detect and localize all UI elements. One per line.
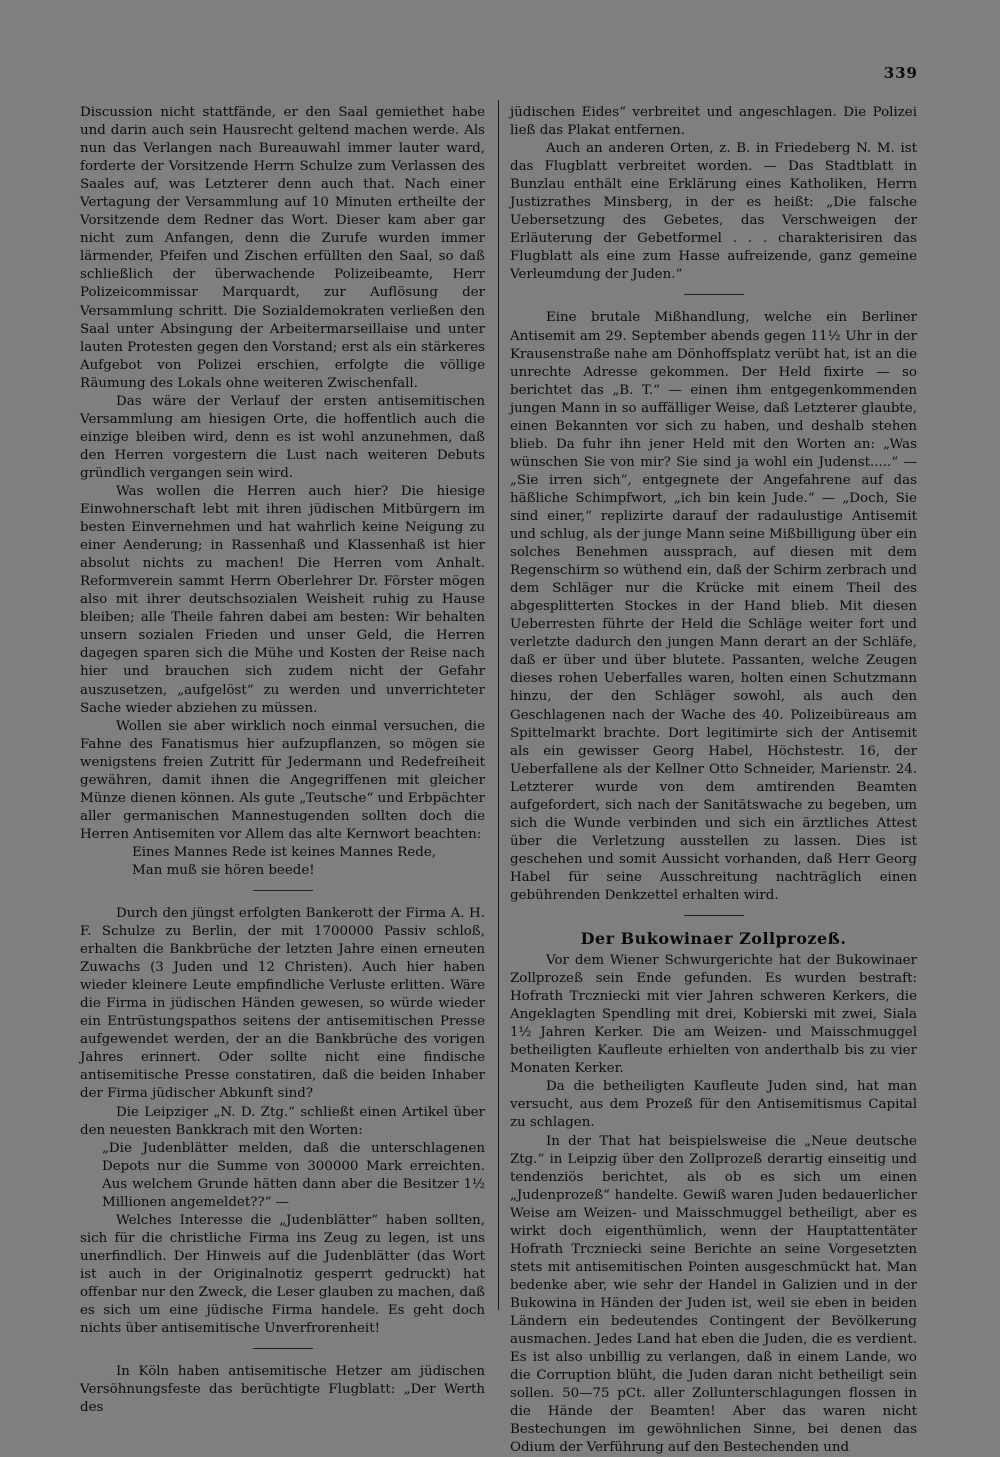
paragraph: Vor dem Wiener Schwurgerichte hat der Bukowinaer Zollprozeß sein Ende gefunden. Es wurden bestraft: Hofrath Trczniecki mit vier Jahren schweren Kerkers, die Angeklagten Spendling mit drei, Kobierski mit zwei, Siala 1½ Jahren Kerker. Die am Weizen- und Maisschmuggel betheiligten Kaufleute erhielten von anderthalb bis zu vier Monaten Kerker. xyxy=(510,953,917,1077)
paragraph: Durch den jüngst erfolgten Bankerott der Firma A. H. F. Schulze zu Berlin, der mit 1700000 Passiv schloß, erhalten die Bankbrüche der letzten Jahre einen erneuten Zuwachs (3 Juden und 12 Christen). Auch hier haben wieder kleinere Leute empfindliche Verluste erlitten. Wäre die Firma in jüdischen Händen gewesen, so würde wieder ein Entrüstungspathos seitens der antisemitischen Presse aufgewendet werden, der an die Bankbrüche des vorigen Jahres erinnert. Oder sollte nicht eine findische antisemitische Presse constatiren, daß die beiden Inhaber der Firma jüdischer Abkunft sind? xyxy=(80,906,485,1102)
block-quote: „Die Judenblätter melden, daß die unterschlagenen Depots nur die Summe von 300000 Mark erreichten. Aus welchem Grunde hätten dann aber die Besitzer 1½ Millionen angemeldet??“ — xyxy=(102,1140,485,1210)
paragraph: Das wäre der Verlauf der ersten antisemitischen Versammlung am hiesigen Orte, die hoffentlich auch die einzige bleiben wird, denn es ist wohl anzunehmen, daß den Herren vorgestern die Lust nach weiteren Debuts gründlich vergangen sein wird. xyxy=(80,393,485,481)
paragraph: Welches Interesse die „Judenblätter“ haben sollten, sich für die christliche Firma ins Zeug zu legen, ist uns unerfindlich. Der Hinweis auf die Judenblätter (das Wort ist auch in der Originalnotiz gesperrt gedruckt) hat offenbar nur den Zweck, die Leser glauben zu machen, daß es sich um eine jüdische Firma handele. Es geht doch nichts über antisemitische Unverfrorenheit! xyxy=(80,1212,485,1337)
paragraph: Die Leipziger „N. D. Ztg.“ schließt einen Artikel über den neuesten Bankkrach mit den Worten: xyxy=(80,1104,485,1138)
section-divider xyxy=(684,294,744,295)
paragraph: jüdischen Eides“ verbreitet und angeschlagen. Die Polizei ließ das Plakat entfernen. xyxy=(510,105,917,139)
verse-line: Man muß sie hören beede! xyxy=(132,862,315,878)
paragraph: Was wollen die Herren auch hier? Die hiesige Einwohnerschaft lebt mit ihren jüdischen Mitbürgern im besten Einvernehmen und hat wahrlich keine Neigung zu einer Aenderung; in Rassenhaß und Klassenhaß ist hier absolut nichts zu machen! Die Herren vom Anhalt. Reformverein sammt Herrn Oberlehrer Dr. Förster mögen also mit ihrer deutschsozialen Weisheit ruhig zu Hause bleiben; alle Theile fahren dabei am besten: Wir behalten unsern sozialen Frieden und unser Geld, die Herren dagegen sparen sich die Mühe und Kosten der Reise nach hier und brauchen sich zudem nicht der Gefahr auszusetzen, „aufgelöst“ zu werden und unverrichteter Sache wieder abziehen zu müssen. xyxy=(80,483,485,716)
paragraph: Eine brutale Mißhandlung, welche ein Berliner Antisemit am 29. September abends gegen 11½ Uhr in der Krausenstraße nahe am Dönhoffsplatz verübt hat, ist an die unrechte Adresse gekommen. Der Held fixirte — so berichtet das „B. T.“ — einen ihm entgegenkommenden jungen Mann in so auffälliger Weise, daß Letzterer glaubte, einen Bekannten vor sich zu haben, und deshalb stehen blieb. Da fuhr ihn jener Held mit den Worten an: „Was wünschen Sie von mir? Sie sind ja wohl ein Judenst.....“ — „Sie irren sich“, entgegnete der Angefahrene auf das häßliche Schimpfwort, „ich bin kein Jude.“ — „Doch, Sie sind einer,“ replizirte darauf der radaulustige Antisemit und schlug, als der junge Mann seine Mißbilligung über ein solches Benehmen aussprach, auf diesen mit dem Regenschirm so wüthend ein, daß der Schirm zerbrach und dem Schläger nur die Krücke mit einem Theil des abgesplitterten Stockes in der Hand blieb. Mit diesen Ueberresten führte der Held die Schläge weiter fort und verletzte dadurch den jungen Mann derart an der Schläfe, daß er über und über blutete. Passanten, welche Zeugen dieses rohen Ueberfalles waren, holten einen Schutzmann hinzu, der den Schläger sowohl, als auch den Geschlagenen nach der Wache des 40. Polizeibüreaus am Spittelmarkt brachte. Dort legitimirte sich der Antisemit als ein gewisser Georg Habel, Höchstestr. 16, der Ueberfallene als der Kellner Otto Schneider, Marienstr. 24. Letzterer wurde von dem amtirenden Beamten aufgefordert, sich nach der Sanitätswache zu begeben, um sich die Wunde verbinden und sich ein ärztliches Attest über die Verletzung ausstellen zu lassen. Dies ist geschehen und somit Aussicht vorhanden, daß Herr Georg Habel für seine Ausschreitung nachträglich einen gebührenden Denkzettel erhalten wird. xyxy=(510,310,917,903)
article-heading: Der Bukowinaer Zollprozeß. xyxy=(580,929,847,949)
verse-line: Eines Mannes Rede ist keines Mannes Rede, xyxy=(132,844,437,860)
paragraph: Wollen sie aber wirklich noch einmal versuchen, die Fahne des Fanatismus hier aufzupflanzen, so mögen sie wenigstens freien Zutritt für Jedermann und Redefreiheit gewähren, damit ihnen die Angegriffenen mit gleicher Münze dienen können. Als gute „Teutsche“ und Erbpächter aller germanischen Mannestugenden sollten doch die Herren Antisemiten vor Allem das alte Kernwort beachten: xyxy=(80,718,485,842)
paragraph: Discussion nicht stattfände, er den Saal gemiethet habe und darin auch sein Hausrecht geltend machen werde. Als nun das Verlangen nach Bureauwahl immer lauter ward, forderte der Vorsitzende Herrn Schulze zum Verlassen des Saales auf, was Letzterer denn auch that. Nach einer Vertagung der Versammlung auf 10 Minuten ertheilte der Vorsitzende dem Redner das Wort. Dieser kam aber gar nicht zum Anfangen, denn die Zurufe wurden immer lärmender, Pfeifen und Zischen erfüllten den Saal, so daß schließlich der überwachende Polizeibeamte, Herr Polizeicommissar Marquardt, zur Auflösung der Versammlung schritt. Die Sozialdemokraten verließen den Saal unter Absingung der Arbeitermarseillaise und unter lauten Protesten gegen den Vorstand; erst als ein stärkeres Aufgebot von Polizei erschien, erfolgte die völlige Räumung des Lokals ohne weiteren Zwischenfall. xyxy=(80,105,485,391)
right-column xyxy=(510,104,917,1457)
section-divider xyxy=(684,915,744,916)
paragraph: In Köln haben antisemitische Hetzer am jüdischen Versöhnungsfeste das berüchtigte Flugblatt: „Der Werth des xyxy=(80,1364,485,1416)
section-divider xyxy=(253,890,313,891)
page-number: 339 xyxy=(883,64,918,82)
paragraph: In der That hat beispielsweise die „Neue deutsche Ztg.“ in Leipzig über den Zollprozeß derartig einseitig und tendenziös berichtet, als ob es sich um einen „Judenprozeß“ handelte. Gewiß waren Juden bedauerlicher Weise am Weizen- und Maisschmuggel betheiligt, aber es wirkt doch eigenthümlich, wenn der Hauptattentäter Hofrath Trczniecki seine Berichte an seine Vorgesetzten stets mit antisemitischen Pointen ausgeschmückt hat. Man bedenke aber, wie sehr der Handel in Galizien und in der Bukowina in Händen der Juden ist, weil sie eben in beiden Ländern ein bedeutendes Contingent der Bevölkerung ausmachen. Jedes Land hat eben die Juden, die es verdient. Es ist also unbillig zu verlangen, daß in einem Lande, wo die Corruption blüht, die Juden daran nicht betheiligt sein sollen. 50—75 pCt. aller Zollunterschlagungen flossen in die Hände der Beamten! Aber das waren nicht Bestechungen im gewöhnlichen Sinne, bei denen das Odium der Verführung auf den Bestechenden und xyxy=(510,1133,917,1456)
column-divider xyxy=(498,100,499,1310)
paragraph: Auch an anderen Orten, z. B. in Friedeberg N. M. ist das Flugblatt verbreitet worden. — Das Stadtblatt in Bunzlau enthält eine Erklärung eines Katholiken, Herrn Justizrathes Minsberg, in der es heißt: „Die falsche Uebersetzung des Gebetes, das Verschweigen der Erläuterung der Gebetformel . . . charakterisiren das Flugblatt als eine zum Hasse aufreizende, ganz gemeine Verleumdung der Juden.“ xyxy=(510,141,917,283)
left-column xyxy=(80,104,485,1417)
section-divider xyxy=(253,1348,313,1349)
paragraph: Da die betheiligten Kaufleute Juden sind, hat man versucht, aus dem Prozeß für den Antisemitismus Capital zu schlagen. xyxy=(510,1079,917,1131)
